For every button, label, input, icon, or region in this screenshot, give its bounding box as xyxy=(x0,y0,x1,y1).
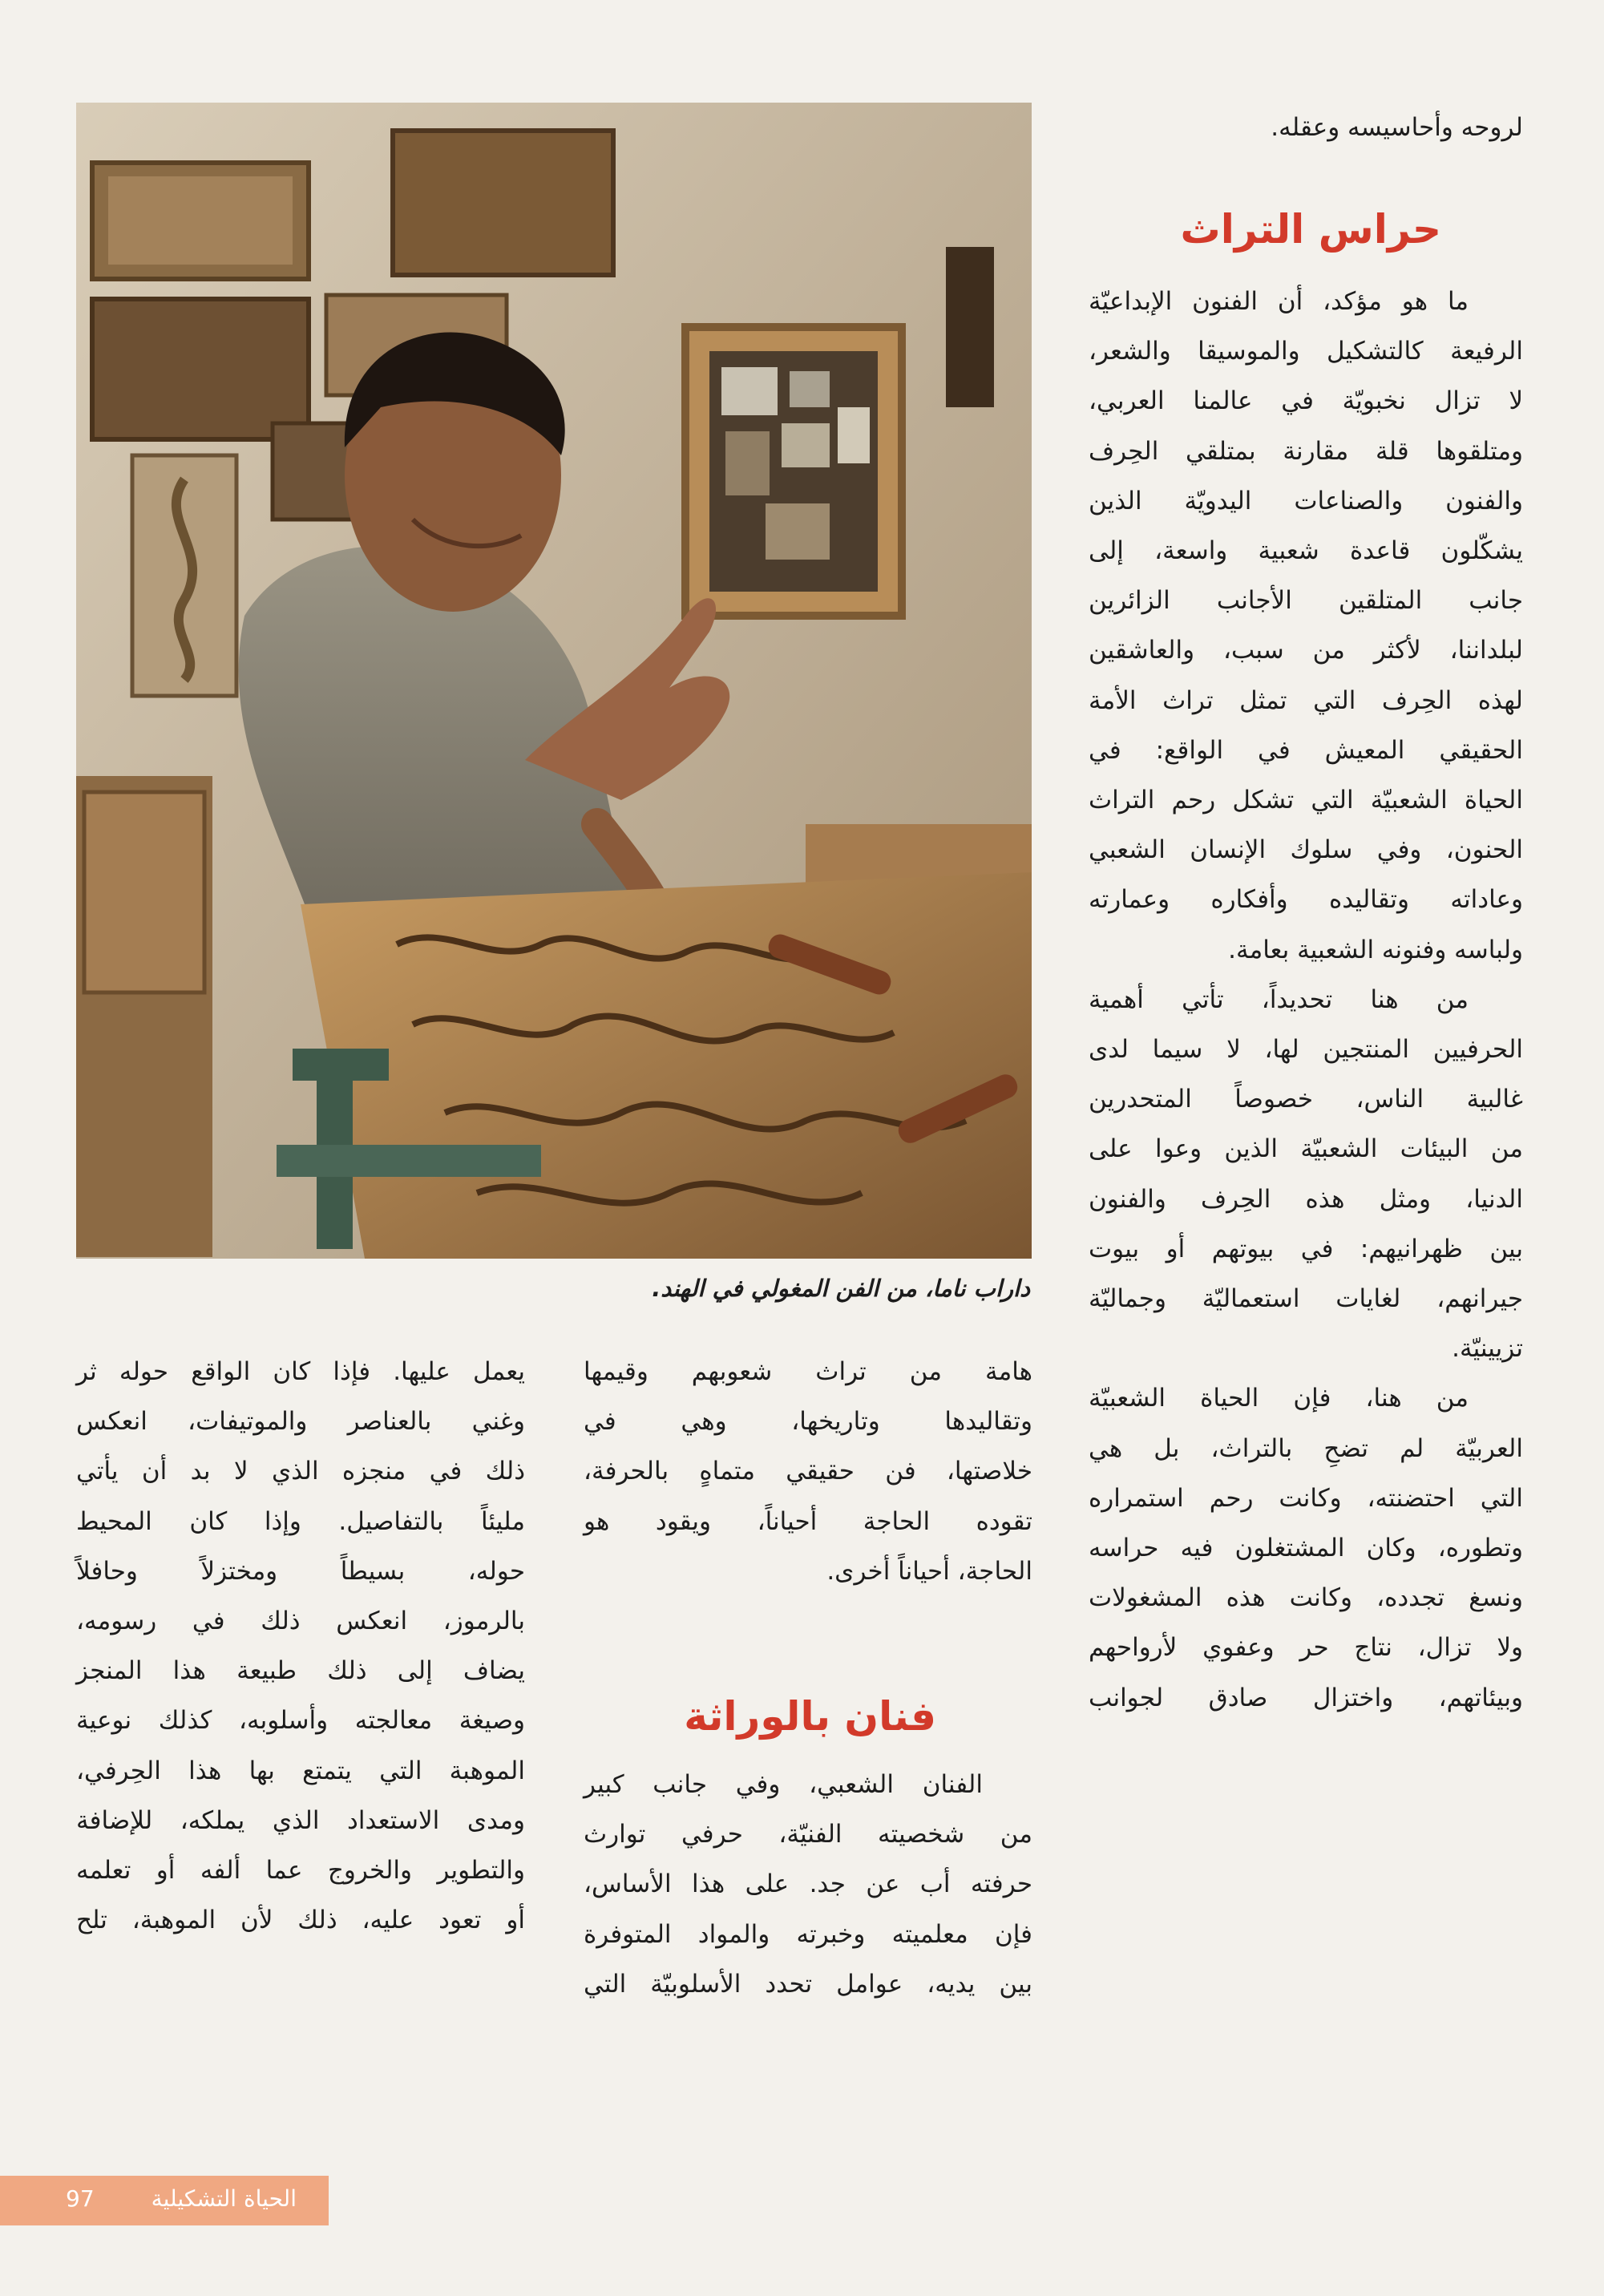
text-line: وتقاليدها وتاريخها، وهي في xyxy=(584,1407,1032,1437)
text-line: ونسغ تجدده، وكانت هذه المشغولات xyxy=(1089,1583,1523,1613)
text-line: غالبية الناس، خصوصاً المتحدرين xyxy=(1089,1085,1523,1114)
paragraph xyxy=(584,1760,1032,2009)
woodcarver-illustration xyxy=(76,103,1032,1259)
text-line: من هنا، فإن الحياة الشعبيّة xyxy=(1089,1384,1469,1413)
text-line: حرفته أب عن جد. على هذا الأساس، xyxy=(584,1870,1032,1899)
woodcarver-photo xyxy=(76,103,1032,1259)
text-line: أو تعود عليه، ذلك لأن الموهبة، تلح xyxy=(76,1906,525,1935)
text-line: الحرفيين المنتجين لها، لا سيما لدى xyxy=(1089,1035,1523,1065)
text-line: بالرموز، انعكس ذلك في رسومه، xyxy=(76,1607,525,1636)
text-line: يشكّلون قاعدة شعبية واسعة، إلى xyxy=(1089,536,1523,566)
text-line: يضاف إلى ذلك طبيعة هذا المنجز xyxy=(76,1656,525,1686)
text-line: بين ظهرانيهم: في بيوتهم أو بيوت xyxy=(1089,1234,1523,1263)
text-line: ولباسه وفنونه الشعبية بعامة. xyxy=(1228,935,1523,964)
text-line: وتطوره، وكان المشتغلون فيه حراسه xyxy=(1089,1534,1523,1563)
text-line: الحاجة، أحياناً أخرى. xyxy=(826,1556,1032,1586)
text-line: تقوده الحاجة أحياناً، ويقود هو xyxy=(584,1506,1032,1536)
text-line: والفنون والصناعات اليدويّة الذين xyxy=(1089,486,1523,515)
text-line: الدنيا، ومثل هذه الحِرف والفنون xyxy=(1089,1184,1523,1214)
text-line: خلاصتها، فن حقيقي متماهٍ بالحرفة، xyxy=(584,1457,1032,1486)
text-line: الموهبة التي يتمتع بها هذا الحِرفي، xyxy=(76,1756,525,1785)
text-line: ذلك في منجزه الذي لا بد أن يأتي xyxy=(76,1457,525,1486)
text-line: وغني بالعناصر والموتيفات، انعكس xyxy=(76,1407,525,1437)
text-line: يعمل عليها. فإذا كان الواقع حوله ثر xyxy=(76,1357,525,1386)
text-line: الرفيعة كالتشكيل والموسيقا والشعر، xyxy=(1089,337,1523,366)
text-line: من البيئات الشعبيّة الذين وعوا على xyxy=(1089,1134,1523,1164)
text-line: مليئاً بالتفاصيل. وإذا كان المحيط xyxy=(76,1506,525,1536)
text-line: التي احتضنته، وكانت رحم استمراره xyxy=(1089,1483,1523,1513)
text-line: والتطوير والخروج عما ألفه أو تعلمه xyxy=(76,1856,525,1886)
left-column xyxy=(76,1347,525,1945)
section-heading-artist-by-inheritance: فنان بالوراثة xyxy=(684,1693,936,1740)
magazine-title: الحياة التشكيلية xyxy=(151,2185,297,2212)
right-column xyxy=(1089,103,1523,152)
text-line: ومتلقوها قلة مقارنة بمتلقي الحِرف xyxy=(1089,436,1523,466)
text-line: تزيينيّة. xyxy=(1452,1334,1523,1364)
text-line: وبيئاتهم، واختزال صادق لجوانب xyxy=(1089,1683,1523,1712)
section-heading-heritage-guards: حراس التراث xyxy=(1180,206,1441,253)
text-line: وصيغة معالجته وأسلوبه، كذلك نوعية xyxy=(76,1706,525,1736)
text-line: الحقيقي المعيش في الواقع: في xyxy=(1089,735,1523,765)
text-line: الحنون، وفي سلوك الإنسان الشعبي xyxy=(1089,835,1523,865)
paragraph xyxy=(584,1347,1032,1596)
text-line: ما هو مؤكد، أن الفنون الإبداعيّة xyxy=(1089,287,1469,316)
paragraph xyxy=(1089,1373,1523,1722)
right-column-body xyxy=(1089,277,1523,1723)
middle-column xyxy=(584,1347,1032,1596)
text-line: ولا تزال، نتاج حر وعفوي لأرواحهم xyxy=(1089,1633,1523,1663)
text-line: العربيّة لم تضحِ بالتراث، بل هي xyxy=(1089,1433,1523,1463)
text-line: فإن معلميته وخبرته والمواد المتوفرة xyxy=(584,1919,1032,1949)
text-line: لا تزال نخبويّة في عالمنا العربي، xyxy=(1089,386,1523,416)
photo-caption: داراب ناما، من الفن المغولي في الهند. xyxy=(652,1275,1030,1302)
text-line: هامة من تراث شعوبهم وقيمها xyxy=(584,1357,1032,1386)
text-line: من هنا تحديداً، تأتي أهمية xyxy=(1089,984,1469,1014)
text-line: لبلداننا، لأكثر من سبب، والعاشقين xyxy=(1089,636,1523,665)
paragraph xyxy=(76,1347,525,1945)
page-footer-band xyxy=(0,2176,329,2225)
text-line: ومدى الاستعداد الذي يملكه، للإضافة xyxy=(76,1805,525,1835)
text-line: لهذه الحِرف التي تمثل تراث الأمة xyxy=(1089,685,1523,715)
paragraph xyxy=(1089,277,1523,975)
middle-column-body xyxy=(584,1760,1032,2009)
text-line: وعاداته وتقاليده وأفكاره وعمارته xyxy=(1089,885,1523,915)
text-line: حوله، بسيطاً ومختزلاً وحافلاً xyxy=(76,1556,525,1586)
text-line: الفنان الشعبي، وفي جانب كبير xyxy=(584,1770,983,1799)
text-line: جيرانهم، لغايات استعماليّة وجماليّة xyxy=(1089,1284,1523,1314)
page-number: 97 xyxy=(66,2185,95,2212)
opening-line: لروحه وأحاسيسه وعقله. xyxy=(1271,113,1523,142)
text-line: الحياة الشعبيّة التي تشكل رحم التراث xyxy=(1089,786,1523,815)
text-line: بين يديه، عوامل تحدد الأسلوبيّة التي xyxy=(584,1969,1032,1999)
text-line: جانب المتلقين الأجانب الزائرين xyxy=(1089,586,1523,616)
paragraph xyxy=(1089,975,1523,1374)
text-line: من شخصيته الفنيّة، حرفي توارث xyxy=(584,1820,1032,1849)
